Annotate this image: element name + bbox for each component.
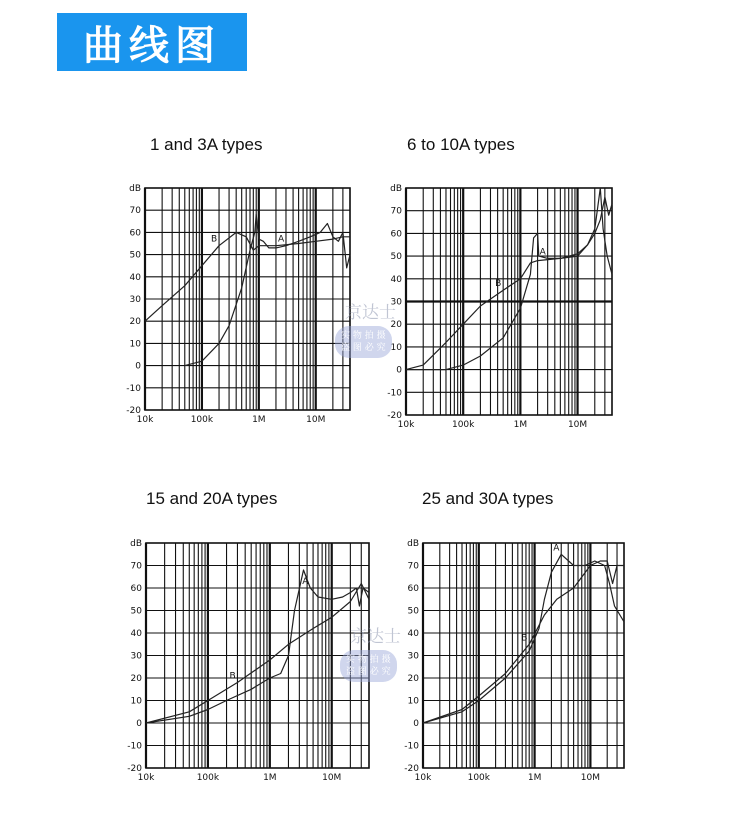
y-tick-label: 30 — [129, 295, 141, 305]
x-tick-label: 1M — [263, 773, 277, 783]
y-tick-label: 40 — [407, 629, 419, 639]
chart-6-to-10a — [366, 174, 632, 435]
chart-title-1: 1 and 3A types — [150, 135, 263, 154]
series-label-A: A — [302, 577, 309, 587]
y-tick-label: -10 — [127, 741, 142, 752]
series-label-B: B — [521, 633, 528, 644]
x-tick-label: 100k — [190, 415, 214, 425]
x-tick-label: 10M — [580, 773, 601, 783]
y-tick-label: 0 — [135, 361, 141, 372]
x-tick-label: 100k — [196, 773, 220, 783]
y-tick-label: -20 — [127, 764, 142, 774]
y-tick-label: -10 — [126, 383, 141, 394]
y-tick-label: 50 — [407, 606, 419, 617]
y-tick-label: -20 — [404, 764, 419, 774]
x-tick-label: 1M — [252, 415, 266, 425]
y-tick-label: 30 — [390, 297, 402, 308]
grid — [145, 188, 350, 410]
y-tick-label: 0 — [396, 365, 402, 376]
watermark-badge-line1: 实 物 拍 摄 — [346, 655, 391, 665]
y-axis-unit: dB — [390, 184, 402, 194]
y-tick-label: 70 — [407, 561, 419, 572]
y-tick-label: 60 — [390, 229, 402, 240]
y-tick-label: 60 — [407, 584, 419, 594]
series-line-B — [406, 197, 612, 370]
y-tick-label: -20 — [387, 411, 402, 421]
x-tick-label: 10k — [136, 415, 154, 425]
x-tick-label: 10M — [322, 773, 342, 783]
x-tick-label: 10k — [137, 773, 155, 783]
y-tick-label: 40 — [129, 272, 141, 283]
y-tick-label: 50 — [130, 606, 142, 617]
y-tick-label: 0 — [136, 719, 142, 729]
series-line-B — [146, 584, 369, 724]
y-tick-label: -20 — [126, 406, 141, 416]
y-tick-label: -10 — [404, 741, 419, 752]
y-tick-label: -10 — [387, 388, 402, 399]
y-tick-label: 70 — [390, 206, 402, 217]
x-tick-label: 100k — [467, 773, 490, 783]
y-tick-label: 10 — [129, 339, 141, 350]
y-tick-label: 10 — [407, 696, 419, 707]
y-axis-unit: dB — [130, 539, 142, 549]
y-tick-label: 0 — [413, 719, 419, 729]
watermark-badge-2 — [340, 650, 397, 682]
watermark-badge-line2: 盗 图 必 究 — [341, 343, 386, 353]
x-tick-label: 1M — [527, 773, 542, 783]
watermark-brand-1: 京达士 — [345, 303, 396, 323]
y-tick-label: 40 — [390, 274, 402, 285]
series-label-A: A — [553, 543, 560, 554]
series-label-A: A — [539, 247, 546, 258]
header-title: 曲线图 — [83, 22, 221, 69]
chart-title-3: 15 and 20A types — [146, 489, 278, 508]
y-tick-label: 10 — [130, 696, 142, 707]
series-label-B: B — [211, 234, 218, 245]
grid — [146, 543, 369, 768]
chart-title-2: 6 to 10A types — [407, 135, 515, 154]
watermark-badge-line1: 实 物 拍 摄 — [341, 331, 386, 341]
y-tick-label: 20 — [407, 674, 419, 684]
x-tick-label: 10k — [397, 420, 415, 430]
header-banner — [57, 13, 247, 71]
y-tick-label: 70 — [130, 561, 142, 572]
y-tick-label: 40 — [130, 629, 142, 639]
y-tick-label: 60 — [129, 228, 141, 239]
y-tick-label: 50 — [129, 250, 141, 261]
x-tick-label: 10k — [414, 773, 432, 783]
x-tick-label: 1M — [513, 420, 528, 430]
y-axis-unit: dB — [407, 539, 419, 549]
chart-25-and-30a — [383, 529, 644, 788]
y-tick-label: 60 — [130, 584, 142, 594]
series-label-A: A — [277, 234, 285, 245]
y-tick-label: 30 — [130, 651, 142, 662]
x-tick-label: 10M — [306, 415, 326, 425]
y-tick-label: 30 — [407, 651, 419, 662]
watermark-brand-2: 京达士 — [350, 627, 401, 647]
x-tick-label: 100k — [451, 420, 475, 430]
y-tick-label: 50 — [390, 252, 402, 263]
series-label-B: B — [495, 279, 502, 290]
watermark-badge-1 — [335, 326, 392, 358]
grid — [423, 543, 624, 768]
series-label-B: B — [229, 671, 236, 682]
chart-1-and-3a — [105, 174, 370, 430]
y-axis-unit: dB — [129, 184, 141, 194]
x-tick-label: 10M — [567, 420, 588, 430]
grid — [406, 188, 612, 415]
watermark-badge-line2: 盗 图 必 究 — [346, 667, 391, 677]
y-tick-label: 20 — [130, 674, 142, 684]
y-tick-label: 70 — [129, 206, 141, 217]
y-tick-label: 20 — [129, 317, 141, 328]
chart-title-4: 25 and 30A types — [422, 489, 554, 508]
y-tick-label: 10 — [390, 342, 402, 353]
y-tick-label: 20 — [390, 320, 402, 331]
